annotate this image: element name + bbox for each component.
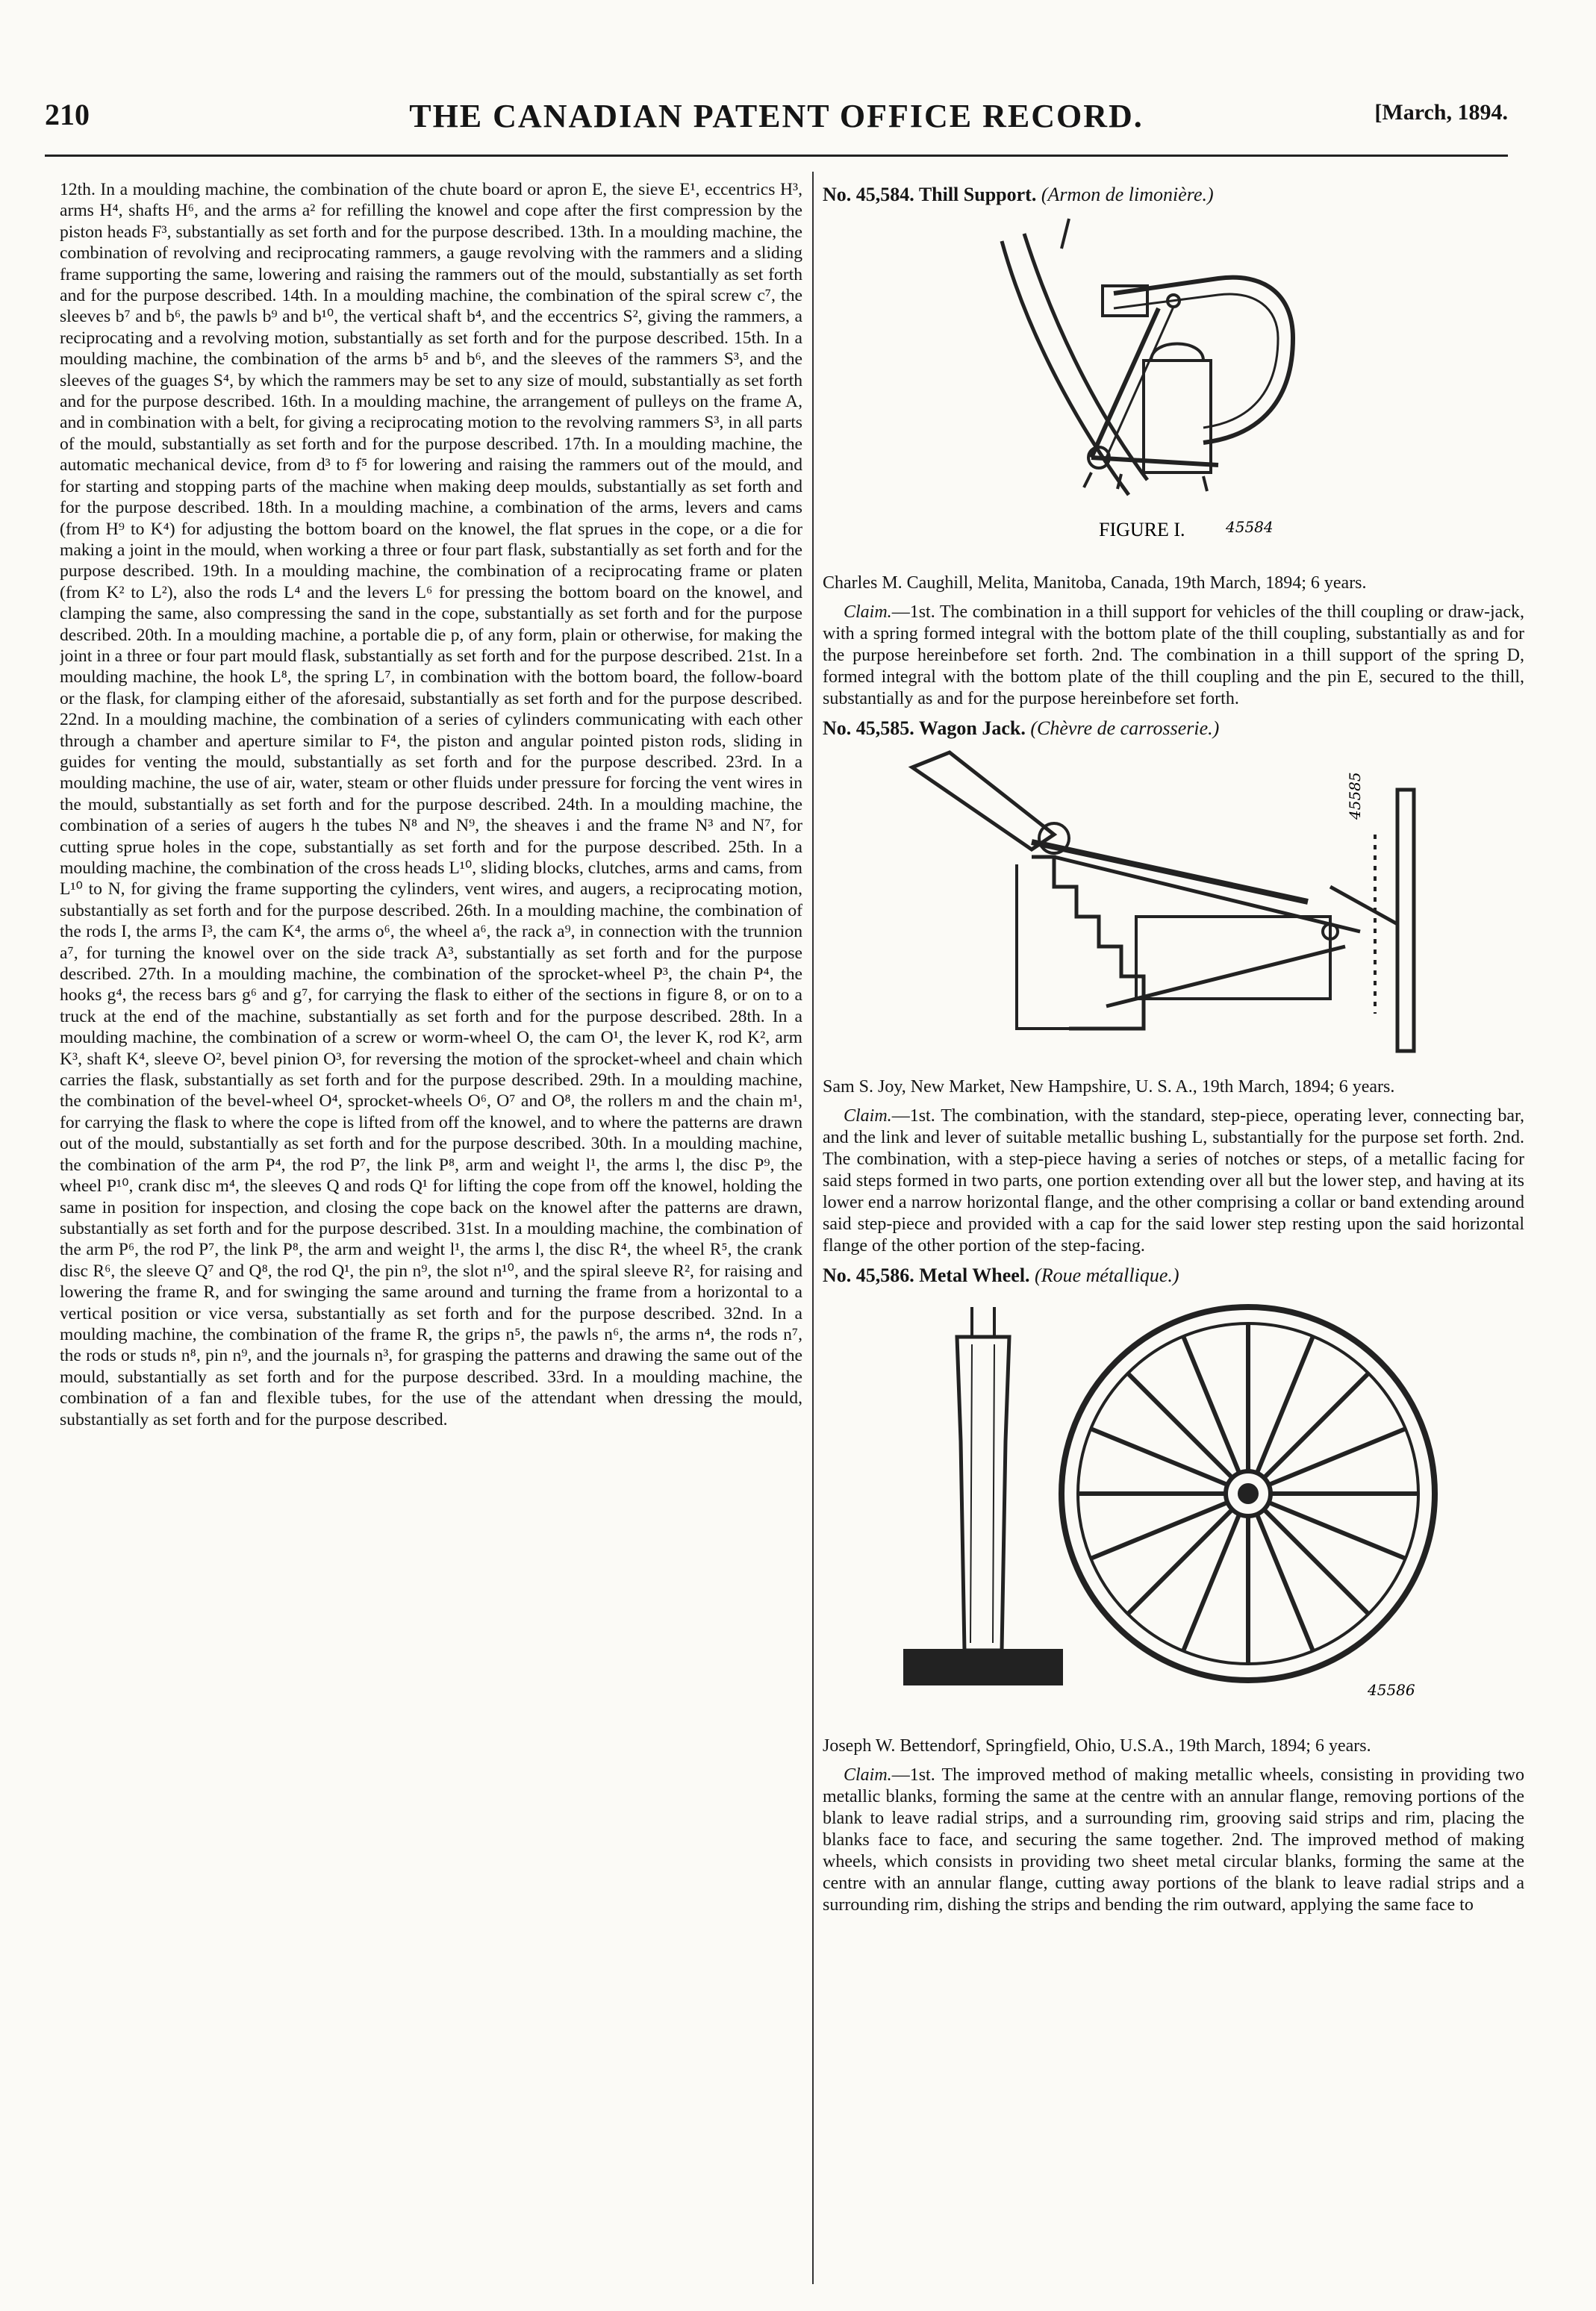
- left-column-claims: [60, 179, 802, 2284]
- claim-text: [823, 1105, 1524, 1257]
- page-header: [45, 97, 1508, 157]
- metal-wheel-figure: [875, 1292, 1472, 1725]
- patent-french-title: (Chèvre de carrosserie.): [1030, 717, 1220, 739]
- patent-entry-metal-wheel: [823, 1264, 1524, 1916]
- column-divider: [812, 172, 814, 2284]
- claim-text: [823, 1765, 1524, 1916]
- patentee: Sam S. Joy, New Market, New Hampshire, U. S. A., 19th March, 1894; 6 years.: [823, 1077, 1395, 1097]
- thill-support-figure: [979, 211, 1368, 562]
- patentee: Charles M. Caughill, Melita, Manitoba, Canada, 19th March, 1894; 6 years.: [823, 573, 1367, 593]
- claim-label: Claim.: [844, 1106, 892, 1126]
- patent-french-title: (Roue métallique.): [1035, 1264, 1179, 1286]
- patent-number: No. 45,585.: [823, 717, 914, 739]
- page-date: [March, 1894.: [1374, 100, 1508, 125]
- patent-number: No. 45,584.: [823, 184, 914, 205]
- figure-number: 45585: [1346, 772, 1364, 820]
- moulding-machine-claims: 12th. In a moulding machine, the combination of the chute board or apron E, the sieve E¹, eccentrics H³, arms H⁴, shafts H⁶, and the arms a² for refilling the knowel and cope after the first compression by the piston heads F³, substantially as set forth and for the purpose described. 13th. In a moulding machine, the combination of revolving and reciprocating rammers, a gauge revolving with the rammers and a sliding frame supporting the same, lowering and raising the rammers out of the mould, substantially as set forth and for the purpose described. 14th. In a moulding machine, the combination of the spiral screw c⁷, the sleeves b⁷ and b⁶, the pawls b⁹ and b¹⁰, the vertical shaft b⁴, and the eccentrics S², giving the rammers, a reciprocating and a revolving motion, substantially as set forth and for the purpose described. 15th. In a moulding machine, the combination of the arms b⁵ and b⁶, and the sleeves of the rammers S³, and the sleeves of the guages S⁴, by which the rammers may be set to any size of mould, substantially as set forth and for the purpose described. 16th. In a moulding machine, the arrangement of pulleys on the frame A, and in combination with a belt, for giving a reciprocating motion to the revolving rammers S³, in all parts of the mould, substantially as set forth and for the purpose described. 17th. In a moulding machine, the automatic mechanical device, from d³ to f⁵ for lowering and raising the rammers out of the mould, and for starting and stopping parts of the machine when making deep moulds, substantially as set forth and for the purpose described. 18th. In a moulding machine, a combination of the arms, levers and cams (from H⁹ to K⁴) for adjusting the bottom board on the knowel, the flat sprues in the cope, or a die for making a joint in the mould, when working a three or four part flask, substantially as set forth and for the purpose described. 19th. In a moulding machine, the combination of a reciprocating frame or platen (from K² to L²), also the rods L⁴ and the levers L⁶ for pressing the bottom board on the knowel, and clamping the same, also compressing the sand in the cope, substantially as set forth and for the purpose described. 20th. In a moulding machine, a portable die p, of any form, plain or otherwise, for making the joint in a three or four part mould flask, substantially as set forth and for the purpose described. 21st. In a moulding machine, the hook L⁸, the spring L⁷, in combination with the bottom board, the follow-board or the flask, for clamping either of the aforesaid, substantially as set forth and for the purpose described. 22nd. In a moulding machine, the combination of a series of cylinders communicating with each other through a chamber and aperture similar to F⁴, the piston and angular pointed piston rods, sliding in guides for venting the mould, substantially as set forth and for the purpose described. 23rd. In a moulding machine, the use of air, water, steam or other fluids under pressure for forcing the vent wires in the mould, substantially as set forth and for the purpose described. 24th. In a moulding machine, the combination of a series of augers h the tubes N⁸ and N⁹, the sheaves i and the frame N³ and N⁷, for cutting sprue holes in the cope, substantially as set forth and for the purpose described. 25th. In a moulding machine, the combination of the cross heads L¹⁰, sliding blocks, clutches, arms and cams, from L¹⁰ to N, for giving the frame supporting the cylinders, vent wires, and augers, a reciprocating motion, substantially as set forth and for the purpose described. 26th. In a moulding machine, the combination of the rods I, the arms I³, the cam K⁴, the arms o⁶, the wheel a⁶, the rack a⁹, in connection with the trunnion a⁷, for turning the knowel over on the side track A³, substantially as set forth and for the purpose described. 27th. In a moulding machine, the combination of the sprocket-wheel P³, the chain P⁴, the hooks g⁴, the recess bars g⁶ and g⁷, for carrying the flask to either of the sections in figure 8, or on to a truck at the end of the machine, substantially as set forth and for the purpose described. 28th. In a moulding machine, the combination of a screw or worm-wheel O, the cam O¹, the lever K, rod K², arm K³, shaft K⁴, sleeve O², bevel pinion O³, for reversing the motion of the sprocket-wheel and chain which carries the flask, substantially as set forth and for the purpose described. 29th. In a moulding machine, the combination of the bevel-wheel O⁴, sprocket-wheels O⁶, O⁷ and O⁸, the rollers m and the chain m¹, for carrying the flask to where the cope is lifted from off the knowel, and to where the patterns are drawn out of the mould, substantially as set forth and for the purpose described. 30th. In a moulding machine, the combination of the arm P⁴, the rod P⁷, the link P⁸, arm and weight l¹, the arms l, the disc P⁹, the wheel P¹⁰, crank disc m⁴, the sleeves Q and rods Q¹ for lifting the cope from off the knowel, holding the same in position for inspection, and closing the cope back on the knowel after the patterns are drawn, substantially as set forth and for the purpose described. 31st. In a moulding machine, the combination of the arm P⁶, the rod P⁷, the link P⁸, the arm and weight l¹, the arms l, the disc R⁴, the wheel R⁵, the crank disc R⁶, the sleeve Q⁷ and Q⁸, the rod Q¹, the pin n⁹, the slot n¹⁰, and the spiral sleeve R², for raising and lowering the frame R, and for swinging the same around and turning the frame from a horizontal to a vertical position or vice versa, substantially as set forth and for the purpose described. 32nd. In a moulding machine, the combination of the frame R, the grips n⁵, the pawls n⁶, the arms n⁴, the rods n⁷, the rods or studs n⁸, pin n⁹, and the journals n³, for grasping the patterns and drawing the same out of the mould, substantially as set forth and for the purpose described. 33rd. In a moulding machine, the combination of a fan and flexible tubes, for the use of the attendant when dressing the mould, substantially as set forth and for the purpose described.: [60, 180, 802, 1429]
- claim-body: —1st. The improved method of making metallic wheels, consisting in providing two metallic blanks, forming the same at the centre with an annular flange, removing portions of the blank to leave radial strips, and a surrounding rim, grooving said strips and rim, placing the blanks face to face, and securing the same together. 2nd. The improved method of making wheels, which consists in providing two sheet metal circular blanks, forming the same at the centre with an annular flange, cutting away portions of the blank to leave radial strips and a surrounding rim, dishing the strips and bending the rim outward, applying the same face to: [823, 1765, 1524, 1915]
- patent-title: Thill Support.: [918, 184, 1037, 205]
- patent-heading: [823, 184, 1524, 205]
- figure-label: FIGURE I.: [1099, 519, 1185, 540]
- figure-number: 45584: [1226, 518, 1274, 536]
- claim-body: —1st. The combination, with the standard, step-piece, operating lever, connecting bar, and the link and lever of suitable metallic bushing L, substantially for the purpose set forth. 2nd. The combination, with a step-piece having a series of notches or steps, of a metallic facing for said steps formed in two parts, one portion extending over all but the lower step, and having at its lower end a narrow horizontal flange, and the other comprising a collar or band extending around said step-piece and provided with a cap for the said lower step resting upon the said horizontal flange of the other portion of the step-facing.: [823, 1106, 1524, 1256]
- wagon-jack-figure: [882, 745, 1465, 1066]
- claim-text: [823, 602, 1524, 710]
- patent-number: No. 45,586.: [823, 1264, 914, 1286]
- patent-entry-thill-support: [823, 184, 1524, 710]
- figure-number: 45586: [1368, 1681, 1415, 1699]
- patent-heading: [823, 1264, 1524, 1286]
- patent-entry-wagon-jack: [823, 717, 1524, 1257]
- patent-title: Wagon Jack.: [918, 717, 1026, 739]
- page-title: THE CANADIAN PATENT OFFICE RECORD.: [409, 98, 1144, 134]
- claim-label: Claim.: [844, 1765, 892, 1785]
- patent-heading: [823, 717, 1524, 739]
- right-column-patents: [823, 179, 1524, 2284]
- claim-body: —1st. The combination in a thill support for vehicles of the thill coupling or draw-jack, with a spring formed integral with the bottom plate of the thill coupling, substantially as and for the purpose hereinbefore set forth. 2nd. The combination in a thill support of the spring D, formed integral with the bottom plate of the thill coupling and the pin E, secured to the thill, substantially as and for the purpose hereinbefore set forth.: [823, 602, 1524, 708]
- claim-label: Claim.: [844, 602, 892, 622]
- patent-title: Metal Wheel.: [919, 1264, 1030, 1286]
- page-number: 210: [45, 98, 90, 131]
- patentee: Joseph W. Bettendorf, Springfield, Ohio, U.S.A., 19th March, 1894; 6 years.: [823, 1736, 1371, 1756]
- patent-french-title: (Armon de limonière.): [1041, 184, 1214, 205]
